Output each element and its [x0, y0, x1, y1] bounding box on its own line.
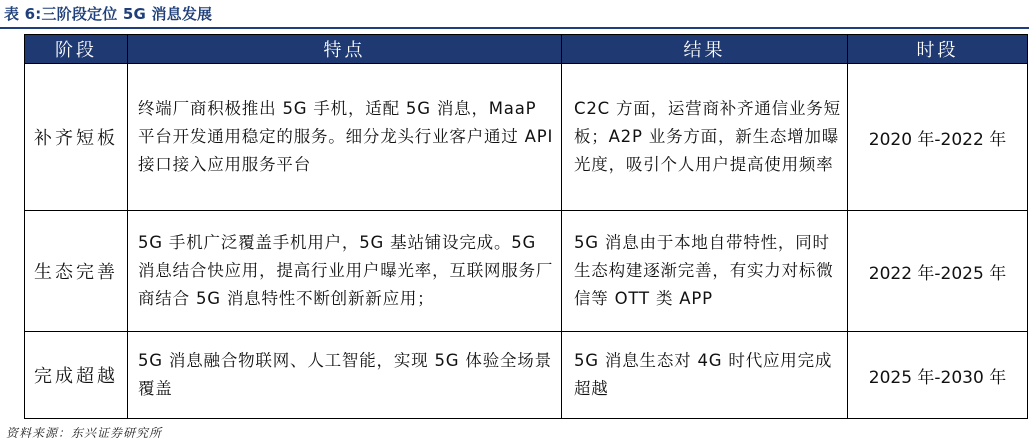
result-cell	[562, 211, 848, 332]
header-row	[25, 35, 1028, 64]
result-text: C2C 方面，运营商补齐通信业务短板；A2P 业务方面，新生态增加曝光度，吸引个人用户提高使用频率	[574, 99, 841, 174]
period-cell: 2025 年-2030 年	[848, 332, 1028, 419]
table-row	[25, 332, 1028, 419]
result-text: 5G 消息生态对 4G 时代应用完成超越	[574, 351, 833, 398]
stage-cell: 补齐短板	[25, 64, 128, 211]
features-cell	[128, 332, 562, 419]
features-text: 5G 消息融合物联网、人工智能，实现 5G 体验全场景覆盖	[138, 351, 552, 398]
features-cell	[128, 211, 562, 332]
stage-cell: 完成超越	[25, 332, 128, 419]
header-stage: 阶段	[25, 35, 128, 64]
table-row	[25, 64, 1028, 211]
stage-table	[24, 34, 1028, 419]
result-text: 5G 消息由于本地自带特性，同时生态构建逐渐完善，有实力对标微信等 OTT 类 APP	[574, 233, 834, 308]
period-cell: 2022 年-2025 年	[848, 211, 1028, 332]
features-cell	[128, 64, 562, 211]
header-result: 结果	[562, 35, 848, 64]
period-cell: 2020 年-2022 年	[848, 64, 1028, 211]
header-period: 时段	[848, 35, 1028, 64]
title-divider	[0, 27, 1029, 29]
result-cell	[562, 332, 848, 419]
features-text: 5G 手机广泛覆盖手机用户，5G 基站铺设完成。5G 消息结合快应用，提高行业用户曝光率，互联网服务厂商结合 5G 消息特性不断创新新应用；	[138, 233, 554, 308]
table-row	[25, 211, 1028, 332]
result-cell	[562, 64, 848, 211]
features-text: 终端厂商积极推出 5G 手机，适配 5G 消息，MaaP 平台开发通用稳定的服务。细分龙头行业客户通过 API 接口接入应用服务平台	[138, 99, 554, 174]
header-features: 特点	[128, 35, 562, 64]
stage-cell: 生态完善	[25, 211, 128, 332]
source-note: 资料来源：东兴证券研究所	[6, 426, 163, 440]
table-title: 表 6:三阶段定位 5G 消息发展	[4, 5, 213, 23]
